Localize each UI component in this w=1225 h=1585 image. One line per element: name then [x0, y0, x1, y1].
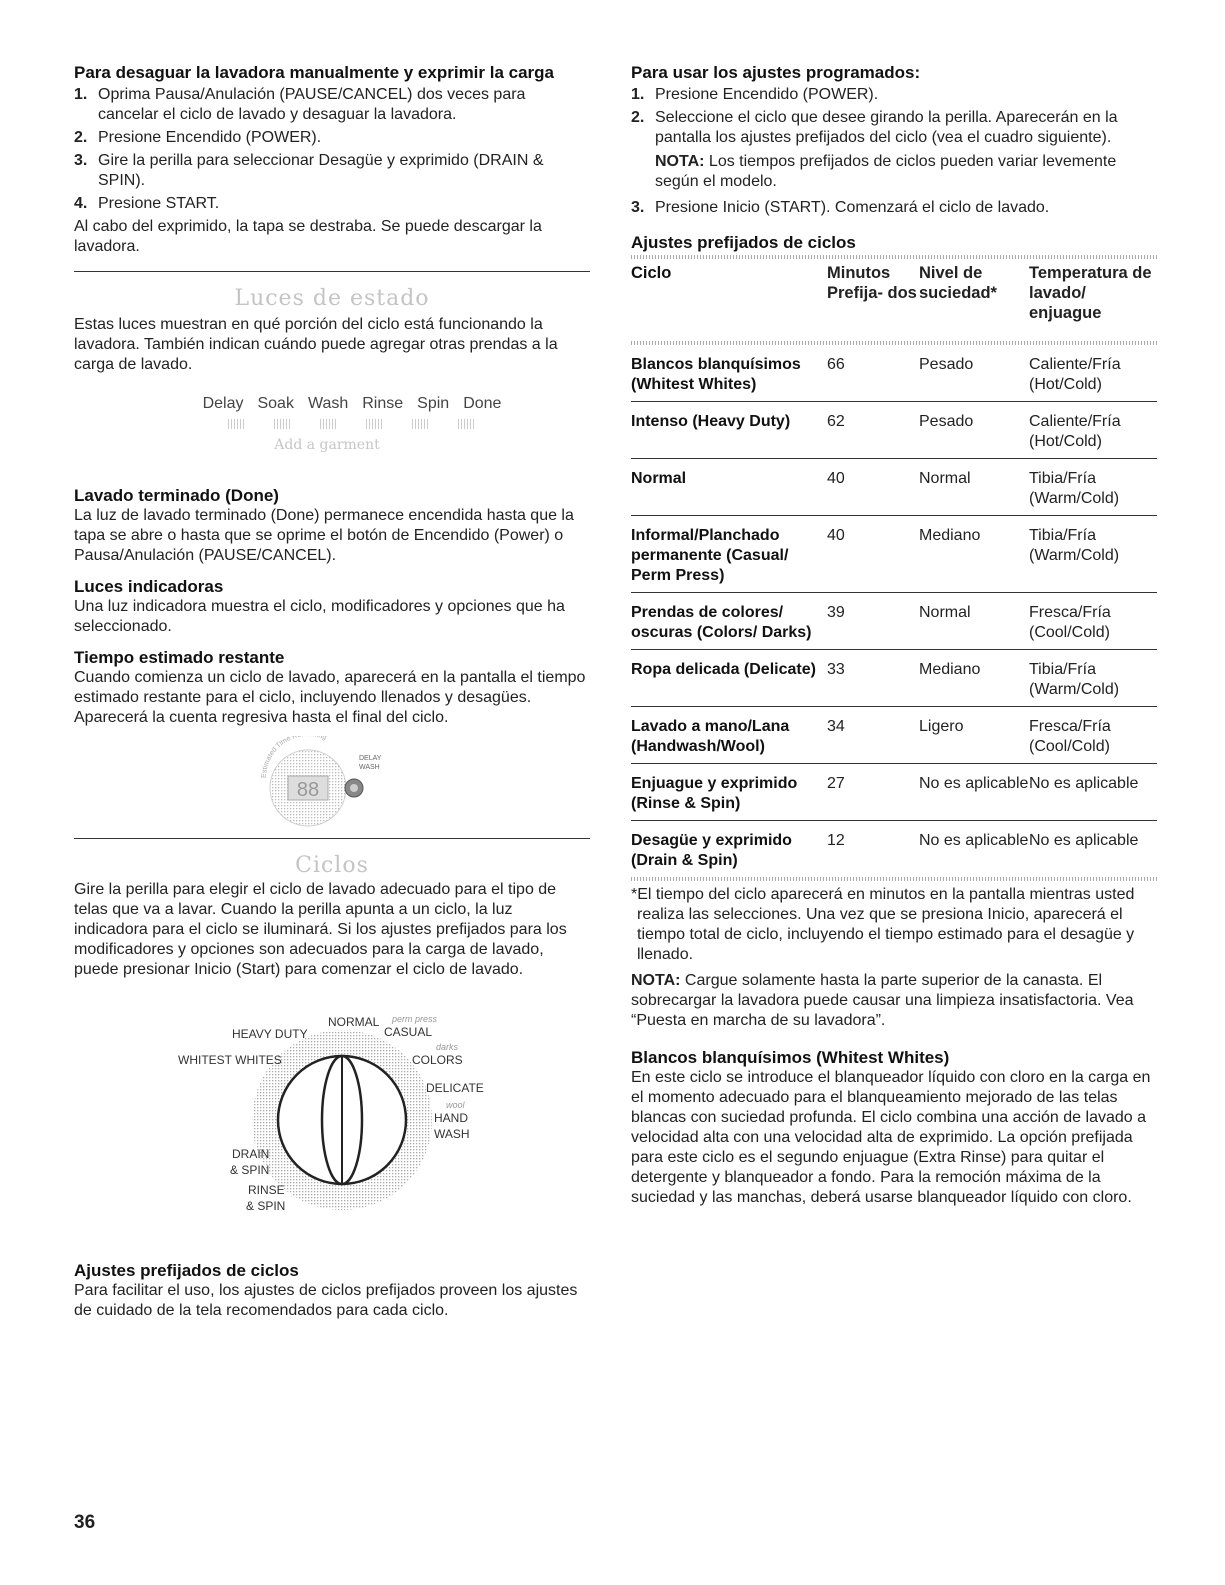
use-presets-steps-cont [631, 198, 1157, 218]
knob-label-rinse-spin: & SPIN [246, 1199, 286, 1213]
indicators-heading: Luces indicadoras [74, 577, 224, 596]
knob-label-colors: COLORS [412, 1053, 463, 1067]
list-item: 4. Presione START. [74, 195, 220, 212]
remaining-text: Cuando comienza un ciclo de lavado, aparecerá en la pantalla el tiempo estimado restante para el ciclo, incluyendo llenados y desagües. Aparecerá la cuenta regresiva hasta el final del ciclo. [74, 669, 586, 726]
table-row: Normal 40 Normal Tibia/Fría (Warm/Cold) [631, 459, 1157, 516]
whitest-heading: Blancos blanquísimos (Whitest Whites) [631, 1048, 950, 1067]
indicator-light-icon [458, 419, 476, 429]
status-light-wash: Wash [307, 395, 349, 412]
drain-steps [74, 85, 590, 214]
list-item: 2. Presione Encendido (POWER). [74, 129, 322, 146]
right-column [631, 62, 1157, 1208]
table-row: Blancos blanquísimos (Whitest Whites) 66 Pesado Caliente/Fría (Hot/Cold) [631, 345, 1157, 402]
indicator-light-icon [320, 419, 338, 429]
status-light-spin: Spin [417, 395, 450, 412]
indicator-light-icon [366, 419, 384, 429]
page-number: 36 [74, 1512, 96, 1533]
done-text: La luz de lavado terminado (Done) permanece encendida hasta que la tapa se abre o hasta que se oprime el botón de Encendido (Power) o Pausa/Anulación (PAUSE/CANCEL). [74, 507, 574, 564]
status-lights-title: Luces de estado [234, 286, 430, 311]
add-garment-label: Add a garment [274, 437, 380, 453]
table-row: Prendas de colores/ oscuras (Colors/ Darks) 39 Normal Fresca/Fría (Cool/Cold) [631, 593, 1157, 650]
knob-label-wool: wool [446, 1100, 465, 1110]
header-soil-level: Nivel de suciedad* [919, 264, 997, 302]
remaining-heading: Tiempo estimado restante [74, 648, 285, 667]
list-item: 3. Presione Inicio (START). Comenzará el ciclo de lavado. [631, 199, 1050, 216]
list-item: 3. Gire la perilla para seleccionar Desagüe y exprimido (DRAIN & SPIN). [74, 152, 544, 189]
table-row: Ropa delicada (Delicate) 33 Mediano Tibia/Fría (Warm/Cold) [631, 650, 1157, 707]
indicator-light-icon [412, 419, 430, 429]
table-row: Intenso (Heavy Duty) 62 Pesado Caliente/Fría (Hot/Cold) [631, 402, 1157, 459]
table-row: Desagüe y exprimido (Drain & Spin) 12 No es aplicable No es aplicable [631, 832, 1139, 869]
list-item: 1. Presione Encendido (POWER). [631, 86, 879, 103]
delay-label: DELAY [359, 755, 382, 762]
table-row: Lavado a mano/Lana (Handwash/Wool) 34 Ligero Fresca/Fría (Cool/Cold) [631, 707, 1157, 764]
knob-label-darks: darks [436, 1042, 459, 1052]
status-light-soak: Soak [257, 395, 294, 412]
use-presets-steps [631, 85, 1157, 148]
knob-label-casual: CASUAL [384, 1025, 433, 1039]
table-header-row [631, 259, 1157, 323]
time-display-illustration [74, 736, 590, 836]
status-lights-intro: Estas luces muestran en qué porción del ciclo está funcionando la lavadora. También indican cuándo puede agregar otras prendas a la carga de lavado. [74, 316, 558, 373]
table-bottom-rule [631, 877, 1157, 881]
cycle-knob-illustration [74, 990, 590, 1260]
status-light-indicators [114, 419, 590, 429]
knob-label-perm-press: perm press [392, 1014, 438, 1024]
indicator-light-icon [274, 419, 292, 429]
cycle-knob-figure [74, 990, 590, 1260]
status-light-labels [114, 395, 590, 413]
whitest-text: En este ciclo se introduce el blanqueador líquido con cloro en la carga en el momento adecuado para el blanqueamiento mejorado de las telas blancas con suciedad profunda. El ciclo combina una acción de lavado a velocidad alta con una velocidad alta de exprimido. La opción prefijada para este ciclo es el segundo enjuague (Extra Rinse) para quitar el detergente y blanqueador a fondo. Para la remoción máxima de la suciedad y las manchas, deberá usarse blanqueador líquido con cloro. [631, 1069, 1151, 1206]
status-light-done: Done [463, 395, 502, 412]
table-footnote: *El tiempo del ciclo aparecerá en minutos en la pantalla mientras usted realiza las selecciones. Una vez que se presiona Inicio, aparecerá el tiempo total de ciclo, incluyendo el tiempo estimado para el desagüe y llenado. [631, 886, 1135, 963]
drain-closing: Al cabo del exprimido, la tapa se destraba. Se puede descargar la lavadora. [74, 218, 542, 255]
status-light-rinse: Rinse [362, 395, 404, 412]
time-display-figure [74, 736, 590, 836]
list-item: 1. Oprima Pausa/Anulación (PAUSE/CANCEL) dos veces para cancelar el ciclo de lavado y desaguar la lavadora. [74, 86, 526, 123]
knob-label-drain: DRAIN [232, 1147, 270, 1161]
display-digits: 88 [296, 779, 320, 801]
knob-label-drain-spin: & SPIN [230, 1163, 270, 1177]
table-row: Informal/Planchado permanente (Casual/ Perm Press) 40 Mediano Tibia/Fría (Warm/Cold) [631, 516, 1157, 593]
presets-heading: Ajustes prefijados de ciclos [74, 1261, 299, 1280]
header-cycle: Ciclo [631, 264, 672, 282]
knob-label-delicate: DELICATE [426, 1081, 484, 1095]
knob-label-rinse: RINSE [248, 1183, 285, 1197]
table-note: NOTA: Cargue solamente hasta la parte superior de la canasta. El sobrecargar la lavadora puede causar una limpieza insatisfactoria. Vea “Puesta en marcha de su lavadora”. [631, 972, 1134, 1029]
presets-text: Para facilitar el uso, los ajustes de ciclos prefijados proveen los ajustes de cuidado de la tela recomendados para cada ciclo. [74, 1282, 578, 1319]
section-divider [74, 838, 590, 839]
header-minutes: Minutos Prefija- dos [827, 264, 917, 302]
table-heading: Ajustes prefijados de ciclos [631, 233, 856, 252]
knob-label-normal: NORMAL [328, 1015, 380, 1029]
status-lights-panel [74, 395, 590, 453]
cycles-title: Ciclos [295, 853, 369, 878]
wash-label: WASH [359, 764, 380, 771]
display-arc-label: Estimated Time R ng [260, 736, 328, 779]
header-temperature: Temperatura de lavado/ enjuague [1029, 264, 1152, 322]
drain-heading: Para desaguar la lavadora manualmente y exprimir la carga [74, 63, 555, 82]
list-item: 2. Seleccione el ciclo que desee girando la perilla. Aparecerán en la pantalla los ajustes prefijados del ciclo (vea el cuadro siguiente). [631, 109, 1118, 146]
section-divider [74, 271, 590, 272]
indicators-text: Una luz indicadora muestra el ciclo, modificadores y opciones que ha seleccionado. [74, 598, 565, 635]
cycle-presets-table [631, 259, 1157, 877]
indicator-light-icon [228, 419, 246, 429]
cycles-text: Gire la perilla para elegir el ciclo de lavado adecuado para el tipo de telas que va a lavar. Cuando la perilla apunta a un ciclo, la luz indicadora para el ciclo se iluminará. Si los ajustes prefijados para los modificadores y opciones son adecuados para la carga de lavado, puede presionar Inicio (Start) para comenzar el ciclo de lavado. [74, 881, 567, 978]
knob-label-heavy-duty: HEAVY DUTY [232, 1027, 308, 1041]
done-heading: Lavado terminado (Done) [74, 486, 279, 505]
table-body [631, 345, 1157, 877]
knob-label-hand: HAND [434, 1111, 469, 1125]
knob-label-whitest-whites: WHITEST WHITES [178, 1053, 282, 1067]
knob-label-wash: WASH [434, 1127, 470, 1141]
status-light-delay: Delay [202, 395, 244, 412]
use-presets-note: NOTA: Los tiempos prefijados de ciclos pueden variar levemente según el modelo. [655, 153, 1117, 190]
table-row: Enjuague y exprimido (Rinse & Spin) 27 No es aplicable No es aplicable [631, 764, 1157, 821]
use-presets-heading: Para usar los ajustes programados: [631, 63, 921, 82]
left-column [74, 62, 590, 1321]
